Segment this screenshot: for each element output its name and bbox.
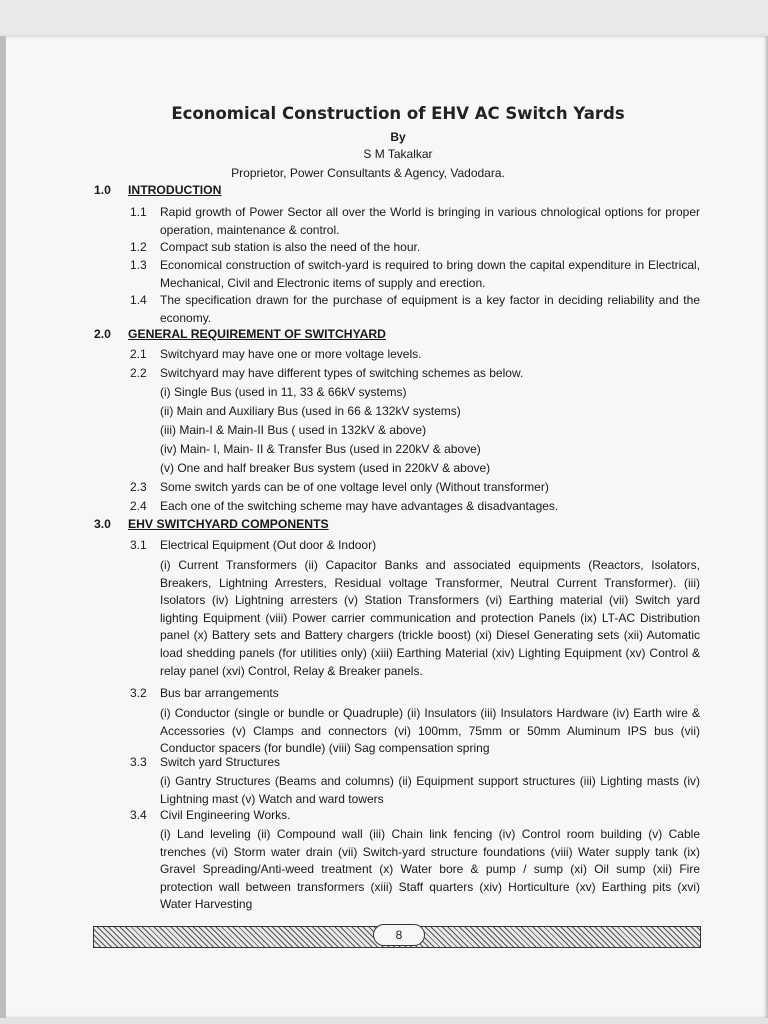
- page-edge: [0, 36, 6, 1018]
- list-item: [130, 498, 700, 516]
- item-text: Economical construction of switch-yard is required to bring down the capital expenditure in Electrical, Mechanical, Civil and Electronic items of supply and erection.: [160, 258, 700, 290]
- item-description: (i) Current Transformers (ii) Capacitor Banks and associated equipments (Reactors, Isolators, Breakers, Lightning Arresters, Residual voltage Transformer, Neutral Current Transformer). (iii) Isolators (iv) Lightning arresters (v) Station Transformers (vi) Earthing material (vii) Switch yard lighting Equipment (viii) Power carrier communication and protection Panels (ix) LT-AC Distribution panel (x) Battery sets and Battery chargers (trickle boost) (xi) Diesel Generating sets (xii) Automatic load shedding panels (for utilities only) (xiii) Earthing Material (xiv) Lighting Equipment (xv) Control & relay panel (xvi) Control, Relay & Breaker panels.: [160, 558, 700, 678]
- item-number: 3.2: [130, 686, 147, 700]
- item-number: 2.1: [130, 347, 147, 361]
- item-text: Switchyard may have one or more voltage levels.: [160, 347, 422, 361]
- item-number: 1.4: [130, 293, 147, 307]
- switching-scheme-item: (iv) Main- I, Main- II & Transfer Bus (used in 220kV & above): [160, 442, 481, 456]
- item-number: 1.3: [130, 258, 147, 272]
- item-text: Civil Engineering Works.: [160, 808, 291, 822]
- list-item: [130, 537, 700, 555]
- list-item: [130, 257, 700, 292]
- switching-scheme-item: (i) Single Bus (used in 11, 33 & 66kV systems): [160, 385, 407, 399]
- item-text: Switch yard Structures: [160, 755, 281, 769]
- section-title: GENERAL REQUIREMENT OF SWITCHYARD: [128, 327, 386, 341]
- item-text: Compact sub station is also the need of the hour.: [160, 240, 421, 254]
- switching-scheme-item: (v) One and half breaker Bus system (used in 220kV & above): [160, 461, 491, 475]
- list-item: [130, 754, 700, 772]
- item-number: 1.2: [130, 240, 147, 254]
- item-text: Rapid growth of Power Sector all over the World is bringing in various chnological options for proper operation, maintenance & control.: [160, 205, 700, 237]
- item-description: (i) Conductor (single or bundle or Quadruple) (ii) Insulators (iii) Insulators Hardware (iv) Earth wire & Accessories (v) Clamps and connectors (vi) 100mm, 75mm or 50mm Aluminum IPS bus (vii) Conductor spacers (for bundle) (viii) Sag compensation spring: [160, 706, 700, 756]
- section-heading-components: [94, 517, 329, 531]
- list-item: [130, 365, 700, 383]
- section-heading-general-requirement: [94, 327, 386, 341]
- item-description: (i) Land leveling (ii) Compound wall (iii) Chain link fencing (iv) Control room building (v) Cable trenches (vi) Storm water drain (vii) Switch-yard structure foundations (viii) Water supply tank (ix) Gravel Spreading/Anti-weed treatment (x) Water bore & pump / sump (xi) Oil sump (xii) Fire protection wall between transformers (xiii) Staff quarters (xiv) Horticulture (xv) Earthing pits (xvi) Water Harvesting: [160, 827, 700, 912]
- item-number: 3.4: [130, 808, 147, 822]
- list-item: [130, 292, 700, 327]
- item-number: 3.1: [130, 538, 147, 552]
- document-title: Economical Construction of EHV AC Switch Yards: [171, 104, 625, 123]
- list-item: [130, 685, 700, 703]
- list-item: [130, 204, 700, 239]
- list-item: [130, 239, 700, 257]
- switching-scheme-item: (iii) Main-I & Main-II Bus ( used in 132kV & above): [160, 423, 427, 437]
- item-number: 2.3: [130, 480, 147, 494]
- item-description: (i) Gantry Structures (Beams and columns) (ii) Equipment support structures (iii) Lighting masts (iv) Lightning mast (v) Watch and ward towers: [160, 774, 700, 806]
- item-text: The specification drawn for the purchase of equipment is a key factor in deciding reliability and the economy.: [160, 293, 700, 325]
- item-number: 1.1: [130, 205, 147, 219]
- item-text: Switchyard may have different types of switching schemes as below.: [160, 366, 524, 380]
- item-number: 2.2: [130, 366, 147, 380]
- author-name: S M Takalkar: [363, 147, 433, 161]
- scan-background: [0, 0, 768, 34]
- list-item: [130, 479, 700, 497]
- item-text: Some switch yards can be of one voltage level only (Without transformer): [160, 480, 549, 494]
- list-item: [130, 807, 700, 825]
- section-number: 3.0: [94, 517, 111, 531]
- section-title: EHV SWITCHYARD COMPONENTS: [128, 517, 329, 531]
- author-affiliation: Proprietor, Power Consultants & Agency, Vadodara.: [231, 166, 505, 180]
- section-heading-introduction: [94, 183, 221, 197]
- page-number: 8: [373, 924, 425, 946]
- item-number: 3.3: [130, 755, 147, 769]
- switching-scheme-item: (ii) Main and Auxiliary Bus (used in 66 & 132kV systems): [160, 404, 461, 418]
- section-number: 1.0: [94, 183, 111, 197]
- section-title: INTRODUCTION: [128, 183, 222, 197]
- list-item: [130, 346, 700, 364]
- item-text: Bus bar arrangements: [160, 686, 279, 700]
- byline-label: By: [390, 130, 406, 144]
- item-number: 2.4: [130, 499, 147, 513]
- section-number: 2.0: [94, 327, 111, 341]
- item-text: Each one of the switching scheme may have advantages & disadvantages.: [160, 499, 559, 513]
- item-text: Electrical Equipment (Out door & Indoor): [160, 538, 377, 552]
